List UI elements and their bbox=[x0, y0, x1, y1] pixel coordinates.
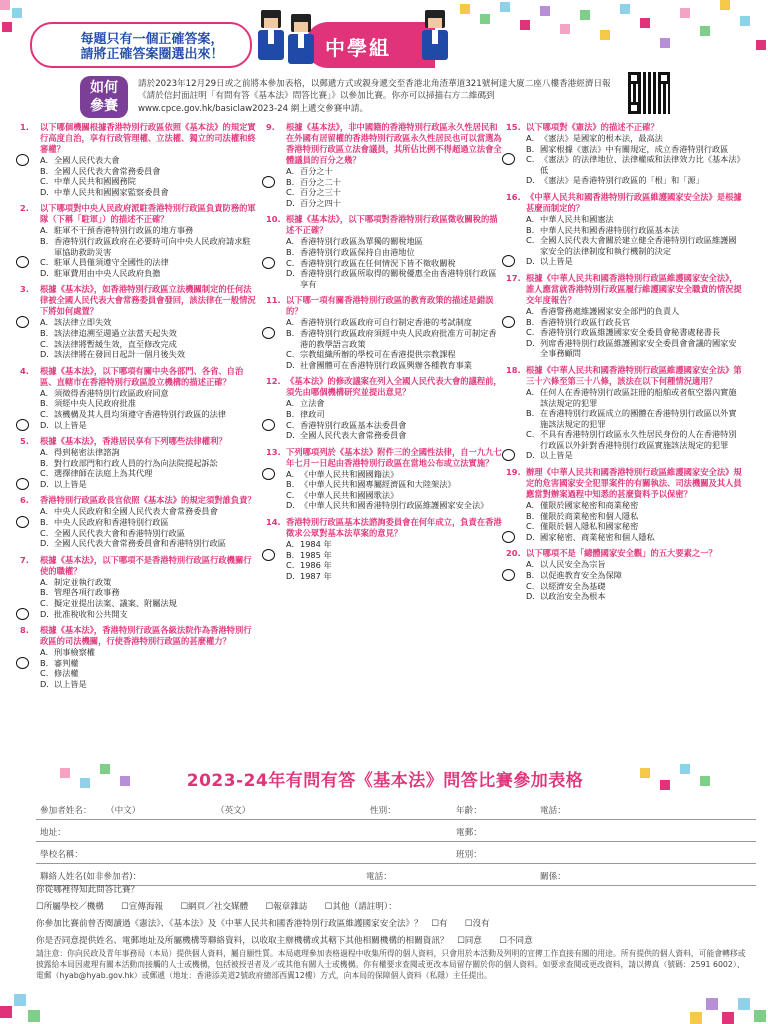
question-text: 7. 根據《基本法》，以下哪項不是香港特別行政區行政機關行使的職權？ bbox=[20, 554, 252, 576]
student-figure-icon bbox=[286, 14, 316, 72]
pixel-deco bbox=[2, 22, 12, 32]
option-5-c[interactable]: C. 選擇律師在法庭上為其代理 bbox=[40, 468, 153, 479]
option-10-b[interactable]: B. 香港特別行政區保持自由港地位 bbox=[286, 246, 415, 257]
option-3-a[interactable]: A. 該法律立即失效 bbox=[20, 317, 258, 328]
form-row-address[interactable] bbox=[36, 820, 756, 842]
pixel-deco bbox=[700, 26, 710, 36]
option-16-c[interactable]: C. 全國人民代表大會關於建立健全香港特別行政區維護國家安全的法律制度和執行機制的決定 bbox=[526, 235, 737, 256]
question-text: 20. 以下哪項不是「總體國家安全觀」的五大要素之一？ bbox=[506, 548, 717, 559]
question-text: 11. 以下哪一項有關香港特別行政區的教育政策的描述是錯誤的？ bbox=[266, 295, 494, 317]
class-field[interactable]: 班別： bbox=[456, 850, 482, 860]
question-text: 14. 香港特別行政區基本法諮詢委員會在何年成立，負責在香港徵求公眾對基本法草案的意見？ bbox=[266, 517, 502, 539]
questions-column-2 bbox=[266, 122, 504, 587]
question-9 bbox=[266, 122, 504, 208]
answer-circle-mark bbox=[16, 419, 29, 431]
option-12-c[interactable]: C. 香港特別行政區基本法委員會 bbox=[266, 420, 504, 431]
pixel-deco bbox=[680, 8, 690, 18]
pixel-deco bbox=[756, 40, 766, 50]
student-figure-icon bbox=[420, 10, 450, 68]
option-14-d[interactable]: D. 1987 年 bbox=[286, 570, 332, 581]
answer-circle-mark bbox=[262, 468, 275, 480]
pixel-deco bbox=[540, 6, 550, 16]
option-7-c[interactable]: C. 擬定並提出法案、議案、附屬法規 bbox=[40, 598, 177, 609]
option-18-d[interactable]: D. 以上皆是 bbox=[506, 450, 744, 461]
privacy-notice: 請注意：你向民政及青年事務局（本局）提供個人資料，屬自願性質。本局處理參加表格過程中收集所得的個人資料，只會用於本活動及列明的宣傳工作直接有關的用途。所有提供的個人資料，可能會轉移或披露給本局因處理有關本活動而接觸的人士或機構，包括被授권者及／或其他有關人士或機構。你有權要求查閱或更改本局留存關於你的個人資料。如要求查閱或更改資料，請以傳真（號碼：2591 6002）、電郵（hyab@hyab.gov.hk）或郵遞（地址：香港添美道2號政府總部西翼12樓）方式，向本局的保障個人資料（私隱）主任提出。 bbox=[36, 949, 746, 980]
intro-text: 請於2023年12月29日或之前將本參加表格，以郵遞方式或親身遞交至香港北角渣華道321號柯達大廈二座八樓香港經濟日報《請於信封面註明「有問有答《基本法》問答比賽」》以參加比賽。你亦可以掃描右方二維碼到 www.cpce.gov.hk/basiclaw2023-24 網上遞交參賽申請。 bbox=[138, 79, 611, 114]
answer-circle-mark bbox=[262, 419, 275, 431]
pixel-deco bbox=[520, 20, 530, 30]
option-13-a[interactable]: A. 《中華人民共和國國籍法》 bbox=[266, 469, 504, 480]
option-14-a[interactable]: A. 1984 年 bbox=[286, 539, 332, 550]
option-10-c[interactable]: C. 香港特別行政區在任何情況下皆不徵收關稅 bbox=[266, 258, 504, 269]
option-18-a[interactable]: A. 任何人在香港特別行政區註冊的船舶或者航空器內實施該法規定的犯罪 bbox=[526, 386, 737, 408]
email-field[interactable]: 電郵： bbox=[456, 828, 482, 838]
answer-circle-mark bbox=[502, 316, 515, 328]
option-15-c[interactable]: C. 《憲法》的法律地位、法律權威和法律效力比《基本法》低 bbox=[506, 154, 744, 175]
question-18 bbox=[506, 365, 744, 461]
question-text: 19. 辦理《中華人民共和國香港特別行政區維護國家安全法》規定的危害國家安全犯罪案件的有關執法、司法機關及其人員應當對辦案過程中知悉的甚麼資料予以保密？ bbox=[506, 467, 742, 500]
option-5-a[interactable]: A. 得到秘密法律諮詢 bbox=[40, 447, 120, 458]
question-text: 2. 以下哪項對中央人民政府派駐香港特別行政區負責防務的軍隊（下稱「駐軍」）的描述不正確？ bbox=[20, 203, 256, 225]
option-3-d[interactable]: D. 該法律將在發回日起計一個月後失效 bbox=[40, 349, 186, 360]
pixel-deco bbox=[620, 4, 630, 14]
answer-circle-mark bbox=[262, 327, 275, 339]
option-17-c[interactable]: C. 香港特別行政區維護國家安全委員會秘書處秘書長 bbox=[526, 327, 721, 338]
pixel-deco bbox=[0, 0, 10, 10]
option-19-a[interactable]: A. 僅限於國家秘密和商業秘密 bbox=[526, 500, 639, 511]
question-20 bbox=[506, 548, 744, 601]
contact-phone-field[interactable]: 電話： bbox=[366, 872, 392, 882]
option-8-d[interactable]: D. 以上皆是 bbox=[40, 679, 87, 689]
option-9-a[interactable]: A. 百分之十 bbox=[286, 166, 333, 176]
option-19-c[interactable]: C. 僅限於個人隱私和國家秘密 bbox=[526, 521, 639, 532]
option-1-c[interactable]: C. 中華人民共和國國務院 bbox=[40, 176, 136, 187]
question-text: 8. 根據《基本法》，香港特別行政區各級法院作為香港特別行政區的司法機關，行使香港特別行政區的甚麼權力？ bbox=[20, 625, 252, 647]
option-18-c[interactable]: C. 不具有香港特別行政區永久性居民身份的人在香港特別行政區以外針對香港特別行政區實施該法規定的犯罪 bbox=[526, 429, 737, 450]
option-8-c[interactable]: C. 修法權 bbox=[40, 668, 79, 679]
question-14 bbox=[266, 517, 504, 581]
school-field[interactable]: 學校名稱： bbox=[40, 850, 83, 860]
pixel-deco bbox=[640, 18, 650, 28]
option-2-d[interactable]: D. 駐軍費用由中央人民政府負擔 bbox=[40, 267, 161, 278]
answer-circle-mark bbox=[262, 549, 275, 561]
option-1-b[interactable]: B. 全國人民代表大會常務委員會 bbox=[40, 165, 161, 176]
option-1-d[interactable]: D. 中華人民共和國國家監察委員會 bbox=[40, 186, 169, 197]
question-text: 16. 《中華人民共和國香港特別行政區維護國家安全法》是根據甚麼而制定的？ bbox=[506, 191, 742, 213]
pixel-deco bbox=[720, 0, 730, 10]
option-2-b[interactable]: B. 香港特別行政區政府在必要時可向中央人民政府請求駐軍協助救助災害 bbox=[40, 235, 251, 257]
option-2-c[interactable]: C. 駐軍人員僅須遵守全國性的法律 bbox=[20, 257, 258, 268]
question-text: 6. 香港特別行政區政長官依照《基本法》的規定須對誰負責？ bbox=[20, 495, 256, 506]
pixel-deco bbox=[560, 24, 570, 34]
answer-circle-mark bbox=[16, 516, 29, 528]
question-text: 4. 根據《基本法》，以下哪項有關中央各部門、各省、自治區、直轄市在香港特別行政區設立機構的描述正確？ bbox=[20, 365, 244, 387]
question-4 bbox=[20, 366, 258, 430]
option-6-a[interactable]: A. 中央人民政府和全國人民代表大會常務委員會 bbox=[40, 506, 218, 517]
question-17 bbox=[506, 273, 744, 359]
option-10-a[interactable]: A. 香港特別行政區為單獨的關稅地區 bbox=[286, 236, 423, 247]
question-text: 10. 根據《基本法》，以下哪項對香港特別行政區徵收關稅的描述不正確？ bbox=[266, 214, 498, 236]
option-17-a[interactable]: A. 香港警務處維護國家安全部門的負責人 bbox=[526, 305, 680, 316]
option-14-b[interactable]: B. 1985 年 bbox=[266, 550, 504, 561]
question-7 bbox=[20, 555, 258, 619]
answer-circle-mark bbox=[502, 255, 515, 267]
option-5-b[interactable]: B. 對行政部門和行政人員的行為向法院提起訴訟 bbox=[40, 457, 218, 468]
option-10-d[interactable]: D. 香港特別行政區所取得的關稅優惠全由香港特別行政區享有 bbox=[286, 268, 497, 289]
pixel-deco bbox=[580, 10, 590, 20]
pixel-deco bbox=[12, 8, 22, 18]
option-20-c[interactable]: C. 以經濟安全為基礎 bbox=[526, 580, 606, 591]
read-question[interactable]: 你參加比賽前曾否閱讀過《憲法》、《基本法》及《中華人民共和國香港特別行政區維護國家安全法》？ ☐有 ☐沒有 bbox=[36, 919, 490, 929]
gender-field[interactable]: 性別： bbox=[370, 806, 396, 816]
option-1-a[interactable]: A. 全國人民代表大會 bbox=[20, 155, 258, 166]
answer-circle-mark bbox=[502, 153, 515, 165]
answer-circle-mark bbox=[262, 257, 275, 269]
question-text: 12. 《基本法》的修改議案在列入全國人民代表大會的議程前，須先由哪個機構研究並提出意見？ bbox=[266, 376, 502, 398]
division-banner bbox=[305, 22, 435, 68]
option-4-d[interactable]: D. 以上皆是 bbox=[20, 420, 258, 431]
question-10 bbox=[266, 214, 504, 289]
answer-circle-mark bbox=[262, 176, 275, 188]
footer-decoration bbox=[0, 984, 768, 1024]
question-text: 5. 根據《基本法》，香港居民享有下列哪些法律權利？ bbox=[20, 436, 227, 447]
slogan-banner bbox=[30, 22, 252, 68]
option-9-b[interactable]: B. 百分之二十 bbox=[266, 177, 504, 188]
form-row-school[interactable] bbox=[36, 842, 756, 864]
phone-field[interactable]: 電話： bbox=[540, 806, 566, 816]
option-7-d[interactable]: D. 批准稅收和公共開支 bbox=[20, 609, 258, 620]
question-text: 17. 根據《中華人民共和國香港特別行政區維護國家安全法》，誰人應當就香港特別行政區履行維護國家安全職責的情況提交年度報告？ bbox=[506, 272, 742, 305]
form-title: 2023-24年有問有答《基本法》問答比賽參加表格 bbox=[186, 771, 584, 791]
option-11-a[interactable]: A. 香港特別行政區政府可自行制定香港的考試制度 bbox=[286, 317, 472, 328]
question-text: 1. 以下哪個機關根據香港特別行政區依照《基本法》的規定實行高度自治，享有行政管理權、立法權、獨立的司法權和終審權？ bbox=[20, 122, 256, 154]
option-14-c[interactable]: C. 1986 年 bbox=[286, 560, 332, 571]
option-15-a[interactable]: A. 《憲法》是國家的根本法，最高法 bbox=[526, 133, 663, 143]
option-13-c[interactable]: C. 《中華人民共和國國歌法》 bbox=[286, 489, 399, 500]
relation-field[interactable]: 關係： bbox=[540, 872, 566, 882]
student-figure-icon bbox=[256, 10, 286, 68]
option-19-b[interactable]: B. 僅限於商業秘密和個人隱私 bbox=[526, 510, 639, 521]
option-12-a[interactable]: A. 立法會 bbox=[286, 398, 325, 409]
answer-circle-mark bbox=[16, 256, 29, 268]
option-6-c[interactable]: C. 全國人民代表大會和香港特別行政區 bbox=[40, 527, 186, 538]
option-12-d[interactable]: D. 全國人民代表大會常務委員會 bbox=[286, 430, 407, 441]
pixel-deco bbox=[460, 4, 470, 14]
question-6 bbox=[20, 495, 258, 548]
option-16-d[interactable]: D. 以上皆是 bbox=[506, 256, 744, 267]
option-4-c[interactable]: C. 該機構及其人員均須遵守香港特別行政區的法律 bbox=[40, 408, 226, 419]
option-8-a[interactable]: A. 刑事檢察權 bbox=[40, 647, 95, 658]
answer-circle-mark bbox=[16, 657, 29, 669]
header bbox=[0, 0, 768, 72]
question-12 bbox=[266, 376, 504, 440]
consent-question[interactable]: 你是否同意提供姓名、電郵地址及所屬機構等聯絡資料，以收取主辦機構或其轄下其他相關機構的相關資訊？ ☐同意 ☐不同意 bbox=[36, 936, 533, 946]
chinese-name-field[interactable]: （中文） bbox=[106, 806, 141, 816]
question-8 bbox=[20, 625, 258, 689]
contact-name-field[interactable]: 聯絡人姓名(如非參加者)： bbox=[40, 872, 142, 882]
option-8-b[interactable]: B. 審判權 bbox=[20, 658, 258, 669]
entry-form bbox=[36, 798, 756, 886]
option-17-b[interactable]: B. 香港特別行政區行政長官 bbox=[506, 317, 744, 328]
question-text: 15. 以下哪項對《憲法》的描述不正確？ bbox=[506, 122, 659, 132]
option-11-d[interactable]: D. 社會團體可在香港特別行政區興辦各種教育事業 bbox=[286, 359, 472, 370]
question-13 bbox=[266, 447, 504, 511]
option-2-a[interactable]: A. 駐軍不干預香港特別行政區的地方事務 bbox=[40, 225, 194, 236]
question-text: 3. 根據《基本法》，如香港特別行政區立法機關制定的任何法律被全國人民代表大會常務委員會發回，該法律在一般情況下將如何處置？ bbox=[20, 284, 256, 317]
option-15-d[interactable]: D. 《憲法》是香港特別行政區的「根」和「源」 bbox=[526, 175, 704, 186]
question-1 bbox=[20, 122, 258, 197]
english-name-field[interactable]: （英文） bbox=[216, 806, 251, 816]
answer-circle-mark bbox=[16, 316, 29, 328]
question-11 bbox=[266, 295, 504, 370]
question-5 bbox=[20, 436, 258, 489]
option-7-b[interactable]: B. 管理各項行政事務 bbox=[40, 587, 120, 598]
form-row-name[interactable] bbox=[36, 798, 756, 820]
slogan-line-2: 請將正確答案圈選出來！ bbox=[80, 47, 224, 62]
option-16-a[interactable]: A. 中華人民共和國憲法 bbox=[526, 213, 614, 224]
question-text: 18. 根據《中華人民共和國香港特別行政區維護國家安全法》第三十六條至第三十八條，該法在以下何種情況適用？ bbox=[506, 364, 742, 386]
question-16 bbox=[506, 192, 744, 267]
option-7-a[interactable]: A. 制定並執行政策 bbox=[40, 576, 112, 587]
address-field[interactable]: 地址： bbox=[40, 828, 66, 838]
pixel-deco bbox=[480, 14, 490, 24]
name-label: 參加者姓名： bbox=[40, 806, 92, 816]
answer-circle-mark bbox=[16, 478, 29, 490]
option-4-a[interactable]: A. 須徵得香港特別行政區政府同意 bbox=[40, 387, 169, 398]
division-title: 中學組 bbox=[325, 36, 391, 60]
source-question: 你從哪裡得知此問答比賽？ bbox=[36, 885, 140, 895]
option-12-b[interactable]: B. 律政司 bbox=[286, 408, 325, 419]
form-questions bbox=[36, 882, 746, 950]
option-13-d[interactable]: D. 《中華人民共和國香港特別行政區維護國家安全法》 bbox=[286, 500, 489, 511]
how-to-join-badge: 如何 參賽 bbox=[80, 76, 128, 118]
form-title-bar bbox=[0, 760, 768, 794]
question-19 bbox=[506, 467, 744, 542]
pixel-deco bbox=[600, 30, 610, 40]
answer-circle-mark bbox=[502, 569, 515, 581]
option-19-d[interactable]: D. 國家秘密、商業秘密和個人隱私 bbox=[506, 532, 744, 543]
pixel-deco bbox=[740, 16, 750, 26]
option-16-b[interactable]: B. 中華人民共和國香港特別行政區基本法 bbox=[526, 224, 680, 235]
pixel-deco bbox=[500, 2, 510, 12]
question-text: 9. 根據《基本法》，非中國籍的香港特別行政區永久性居民和在外國有居留權的香港特別行政區永久性居民也可以當選為香港特別行政區立法會議員，其所佔比例不得超過立法會全體議員的百分之幾？ bbox=[266, 122, 502, 165]
qr-code-icon[interactable] bbox=[628, 72, 670, 114]
option-18-b[interactable]: B. 在香港特別行政區成立的團體在香港特別行政區以外實施該法規定的犯罪 bbox=[526, 408, 737, 429]
question-2 bbox=[20, 203, 258, 278]
option-9-c[interactable]: C. 百分之三十 bbox=[286, 187, 341, 198]
questions-column-1 bbox=[20, 122, 258, 696]
answer-circle-mark bbox=[16, 154, 29, 166]
option-5-d[interactable]: D. 以上皆是 bbox=[20, 479, 258, 490]
option-20-d[interactable]: D. 以政治安全為根本 bbox=[526, 591, 606, 602]
age-field[interactable]: 年齡： bbox=[456, 806, 482, 816]
option-6-d[interactable]: D. 全國人民代表大會常務委員會和香港特別行政區 bbox=[40, 538, 226, 549]
option-11-b[interactable]: B. 香港特別行政區政府須經中央人民政府批准方可制定香港的教學語言政策 bbox=[266, 328, 504, 349]
option-11-c[interactable]: C. 宗教組織所辦的學校可在香港提供宗教課程 bbox=[286, 349, 456, 360]
option-3-b[interactable]: B. 該法律追溯至週過立法當天起失效 bbox=[40, 327, 177, 338]
slogan-line-1: 每題只有一個正確答案， bbox=[80, 32, 224, 47]
option-9-d[interactable]: D. 百分之四十 bbox=[286, 197, 341, 208]
answer-circle-mark bbox=[16, 608, 29, 620]
question-15 bbox=[506, 122, 744, 186]
option-6-b[interactable]: B. 中央人民政府和香港特別行政區 bbox=[20, 517, 258, 528]
option-3-c[interactable]: C. 該法律將暫緩生效，直至修改完成 bbox=[40, 338, 177, 349]
source-options[interactable]: ☐所屬學校／機構 ☐宣傳海報 ☐網頁／社交媒體 ☐報章雜誌 ☐其他（請註明）： bbox=[36, 902, 397, 912]
question-text: 13. 下列哪項列於《基本法》附件三的全國性法律，自一九九七年七月一日起由香港特別行政區在當地公布或立法實施？ bbox=[266, 446, 502, 468]
answer-circle-mark bbox=[502, 449, 515, 461]
question-3 bbox=[20, 284, 258, 359]
answer-circle-mark bbox=[502, 531, 515, 543]
option-20-b[interactable]: B. 以促進教育安全為保障 bbox=[506, 570, 744, 581]
option-17-d[interactable]: D. 列席香港特別行政區維護國家安全委員會會議的國家安全事務顧問 bbox=[526, 337, 737, 359]
option-20-a[interactable]: A. 以人民安全為宗旨 bbox=[526, 559, 606, 570]
option-15-b[interactable]: B. 國家根據《憲法》中有關規定，成立香港特別行政區 bbox=[526, 143, 729, 154]
option-13-b[interactable]: B. 《中華人民共和國專屬經濟區和大陸架法》 bbox=[286, 479, 456, 490]
pixel-deco bbox=[660, 38, 670, 48]
questions-column-3 bbox=[506, 122, 744, 608]
option-4-b[interactable]: B. 須經中央人民政府批准 bbox=[40, 398, 136, 409]
